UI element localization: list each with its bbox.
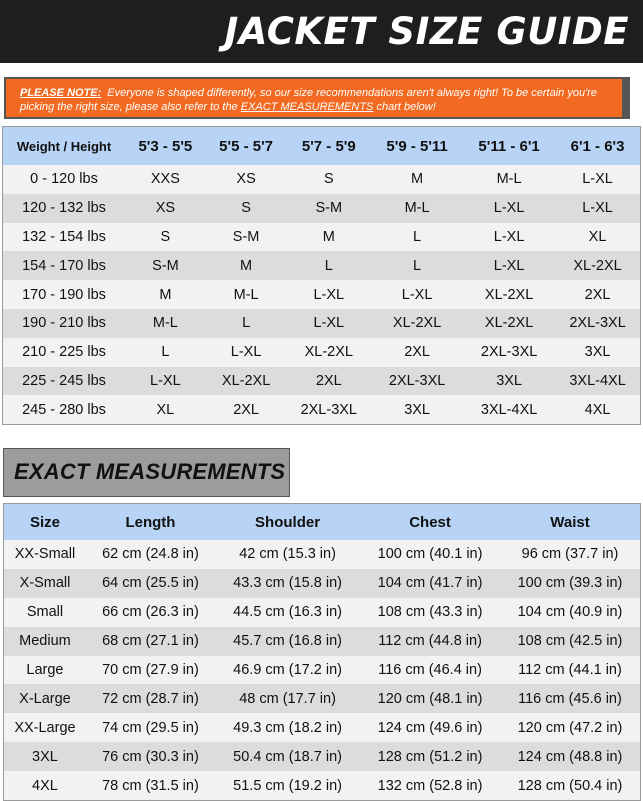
header-height-5: 5'11 - 6'1: [463, 127, 555, 166]
table-row: [3, 280, 641, 309]
table-cell: 2XL-3XL: [463, 338, 555, 367]
size-chart-table: [2, 126, 641, 425]
table-cell: 132 - 154 lbs: [3, 223, 126, 252]
table-cell: 104 cm (40.9 in): [500, 598, 641, 627]
table-cell: XL-2XL: [206, 367, 287, 396]
table-cell: 2XL: [555, 280, 640, 309]
table-cell: 42 cm (15.3 in): [215, 540, 360, 569]
table-cell: S: [206, 194, 287, 223]
table-row: [3, 251, 641, 280]
table-cell: 100 cm (39.3 in): [500, 569, 641, 598]
table-cell: 49.3 cm (18.2 in): [215, 713, 360, 742]
table-cell: 3XL: [463, 367, 555, 396]
table-cell: 120 cm (47.2 in): [500, 713, 641, 742]
table-cell: S-M: [206, 223, 287, 252]
header-weight-height: Weight / Height: [3, 127, 126, 166]
header-height-1: 5'3 - 5'5: [125, 127, 206, 166]
exact-measurements-table: [3, 503, 641, 801]
header-shoulder: Shoulder: [215, 504, 360, 541]
table-cell: 4XL: [4, 771, 86, 800]
table-row: [3, 395, 641, 424]
table-cell: 245 - 280 lbs: [3, 395, 126, 424]
exact-header-row: [4, 504, 641, 541]
table-cell: 132 cm (52.8 in): [360, 771, 500, 800]
table-cell: M-L: [206, 280, 287, 309]
table-cell: 116 cm (45.6 in): [500, 684, 641, 713]
table-cell: 170 - 190 lbs: [3, 280, 126, 309]
table-cell: L-XL: [463, 223, 555, 252]
table-cell: M: [206, 251, 287, 280]
table-cell: L: [371, 223, 463, 252]
table-cell: 112 cm (44.8 in): [360, 627, 500, 656]
table-cell: 108 cm (42.5 in): [500, 627, 641, 656]
table-cell: 70 cm (27.9 in): [86, 656, 215, 685]
table-cell: M-L: [371, 194, 463, 223]
table-row: [3, 223, 641, 252]
table-row: [4, 742, 641, 771]
table-cell: L-XL: [286, 309, 371, 338]
table-cell: 50.4 cm (18.7 in): [215, 742, 360, 771]
table-row: [4, 598, 641, 627]
table-cell: 190 - 210 lbs: [3, 309, 126, 338]
table-cell: 225 - 245 lbs: [3, 367, 126, 396]
table-cell: 120 cm (48.1 in): [360, 684, 500, 713]
table-row: [4, 771, 641, 800]
table-cell: Small: [4, 598, 86, 627]
table-cell: 124 cm (48.8 in): [500, 742, 641, 771]
table-cell: 64 cm (25.5 in): [86, 569, 215, 598]
table-row: [3, 194, 641, 223]
table-cell: 4XL: [555, 395, 640, 424]
table-cell: 108 cm (43.3 in): [360, 598, 500, 627]
table-cell: 128 cm (50.4 in): [500, 771, 641, 800]
table-cell: XX-Large: [4, 713, 86, 742]
table-row: [3, 309, 641, 338]
table-cell: XL-2XL: [286, 338, 371, 367]
table-cell: XXS: [125, 165, 206, 194]
table-cell: 3XL-4XL: [555, 367, 640, 396]
table-cell: 66 cm (26.3 in): [86, 598, 215, 627]
table-cell: 62 cm (24.8 in): [86, 540, 215, 569]
table-cell: 100 cm (40.1 in): [360, 540, 500, 569]
table-row: [4, 713, 641, 742]
table-row: [4, 627, 641, 656]
table-cell: XL-2XL: [371, 309, 463, 338]
table-cell: 154 - 170 lbs: [3, 251, 126, 280]
table-cell: 2XL: [286, 367, 371, 396]
table-cell: 0 - 120 lbs: [3, 165, 126, 194]
header-chest: Chest: [360, 504, 500, 541]
table-row: [4, 569, 641, 598]
table-cell: L-XL: [371, 280, 463, 309]
table-cell: 48 cm (17.7 in): [215, 684, 360, 713]
table-cell: XL: [555, 223, 640, 252]
table-cell: L-XL: [555, 165, 640, 194]
table-cell: 78 cm (31.5 in): [86, 771, 215, 800]
table-cell: L: [206, 309, 287, 338]
table-cell: XS: [125, 194, 206, 223]
table-cell: L-XL: [286, 280, 371, 309]
table-cell: 2XL-3XL: [371, 367, 463, 396]
table-cell: L-XL: [463, 194, 555, 223]
table-row: [4, 540, 641, 569]
page-title: JACKET SIZE GUIDE: [224, 10, 629, 53]
note-text-before: Everyone is shaped differently, so our size recommendations aren't always right! To be certain you're picking the right size, please also refer to the: [20, 87, 597, 113]
exact-measurements-title: EXACT MEASUREMENTS: [14, 459, 286, 484]
table-cell: S-M: [125, 251, 206, 280]
table-cell: L-XL: [125, 367, 206, 396]
table-cell: 116 cm (46.4 in): [360, 656, 500, 685]
table-cell: 3XL: [4, 742, 86, 771]
table-cell: 210 - 225 lbs: [3, 338, 126, 367]
table-cell: XL-2XL: [463, 280, 555, 309]
table-cell: L: [371, 251, 463, 280]
table-cell: 74 cm (29.5 in): [86, 713, 215, 742]
table-cell: L-XL: [206, 338, 287, 367]
table-cell: Large: [4, 656, 86, 685]
table-row: [4, 684, 641, 713]
header-waist: Waist: [500, 504, 641, 541]
table-cell: 124 cm (49.6 in): [360, 713, 500, 742]
table-cell: X-Small: [4, 569, 86, 598]
table-cell: 44.5 cm (16.3 in): [215, 598, 360, 627]
exact-measurements-link[interactable]: EXACT MEASUREMENTS: [240, 101, 374, 113]
table-cell: 3XL-4XL: [463, 395, 555, 424]
table-cell: M: [125, 280, 206, 309]
table-cell: 2XL: [371, 338, 463, 367]
header-height-6: 6'1 - 6'3: [555, 127, 640, 166]
table-cell: XS: [206, 165, 287, 194]
header-bar: [0, 0, 643, 63]
table-row: [4, 656, 641, 685]
table-cell: Medium: [4, 627, 86, 656]
table-cell: 120 - 132 lbs: [3, 194, 126, 223]
table-row: [3, 367, 641, 396]
table-cell: XX-Small: [4, 540, 86, 569]
table-cell: 96 cm (37.7 in): [500, 540, 641, 569]
table-cell: S-M: [286, 194, 371, 223]
table-cell: 2XL-3XL: [555, 309, 640, 338]
table-cell: L-XL: [555, 194, 640, 223]
table-cell: 2XL: [206, 395, 287, 424]
table-cell: 45.7 cm (16.8 in): [215, 627, 360, 656]
table-cell: 3XL: [371, 395, 463, 424]
table-cell: M-L: [463, 165, 555, 194]
table-cell: L-XL: [463, 251, 555, 280]
table-cell: 2XL-3XL: [286, 395, 371, 424]
header-height-3: 5'7 - 5'9: [286, 127, 371, 166]
table-cell: XL-2XL: [463, 309, 555, 338]
table-cell: 112 cm (44.1 in): [500, 656, 641, 685]
table-cell: 76 cm (30.3 in): [86, 742, 215, 771]
table-cell: X-Large: [4, 684, 86, 713]
table-row: [3, 338, 641, 367]
table-cell: L: [286, 251, 371, 280]
note-banner: [4, 77, 630, 119]
table-cell: 3XL: [555, 338, 640, 367]
table-cell: S: [125, 223, 206, 252]
table-cell: L: [125, 338, 206, 367]
table-cell: M: [371, 165, 463, 194]
header-height-2: 5'5 - 5'7: [206, 127, 287, 166]
table-cell: 128 cm (51.2 in): [360, 742, 500, 771]
size-chart-header-row: [3, 127, 641, 166]
table-cell: 72 cm (28.7 in): [86, 684, 215, 713]
table-cell: 68 cm (27.1 in): [86, 627, 215, 656]
table-cell: S: [286, 165, 371, 194]
table-cell: 43.3 cm (15.8 in): [215, 569, 360, 598]
note-label: PLEASE NOTE:: [20, 87, 102, 99]
table-cell: M-L: [125, 309, 206, 338]
exact-measurements-heading: [3, 448, 290, 497]
table-cell: 46.9 cm (17.2 in): [215, 656, 360, 685]
table-cell: M: [286, 223, 371, 252]
header-length: Length: [86, 504, 215, 541]
header-height-4: 5'9 - 5'11: [371, 127, 463, 166]
table-cell: 51.5 cm (19.2 in): [215, 771, 360, 800]
header-size: Size: [4, 504, 86, 541]
table-cell: XL: [125, 395, 206, 424]
table-cell: XL-2XL: [555, 251, 640, 280]
table-cell: 104 cm (41.7 in): [360, 569, 500, 598]
table-row: [3, 165, 641, 194]
note-text-after: chart below!: [376, 101, 436, 113]
